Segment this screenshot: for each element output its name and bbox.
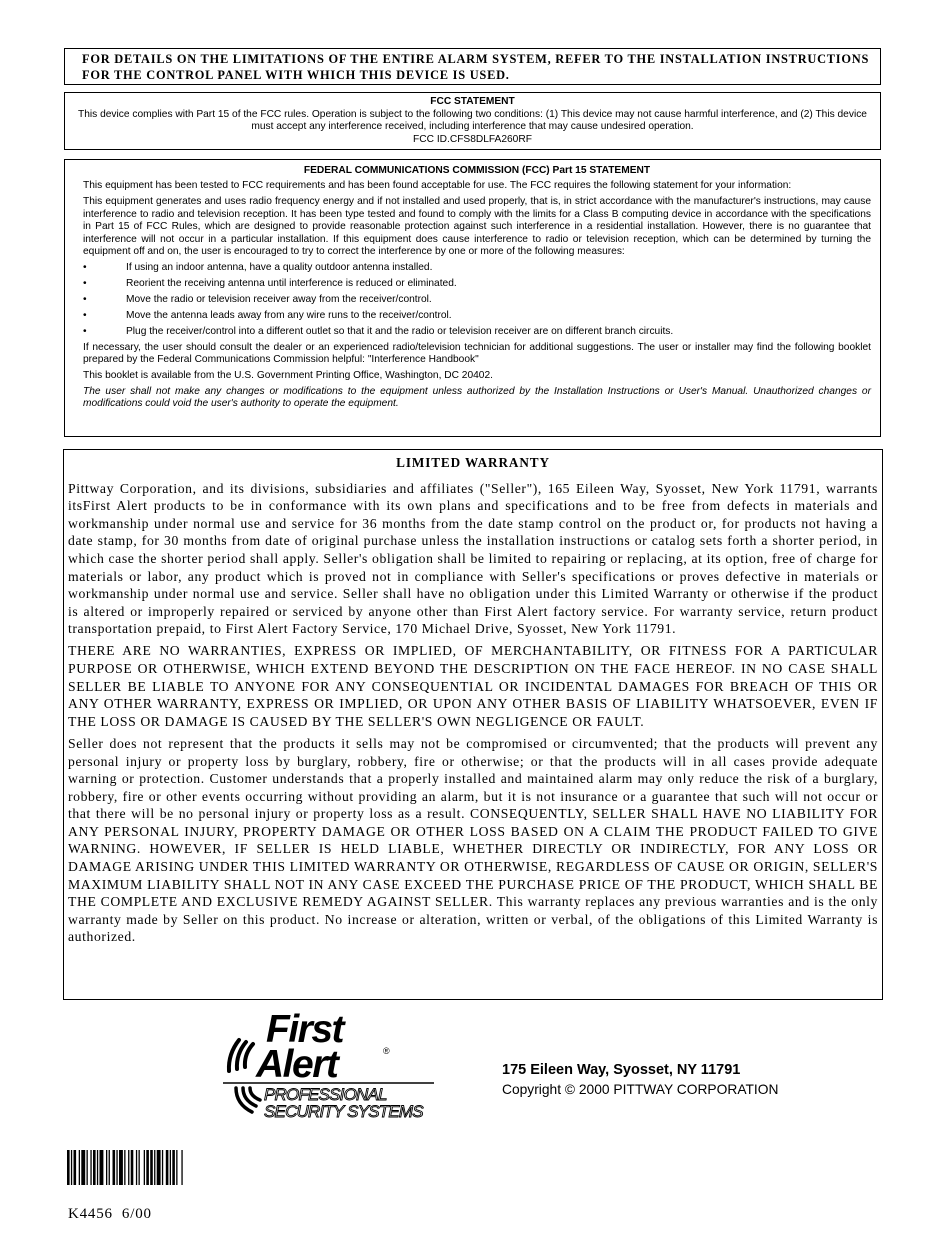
barcode-bar: [176, 1150, 177, 1185]
measure-text: Reorient the receiving antenna until interference is reduced or eliminated.: [126, 277, 457, 289]
fcc-part15-intro: This equipment has been tested to FCC requirements and has been found acceptable for use. The FCC requires the following statement for your information:: [83, 180, 792, 192]
warranty-title: LIMITED WARRANTY: [396, 455, 550, 470]
barcode-bar: [81, 1150, 85, 1185]
fcc-part15-consult: If necessary, the user should consult the dealer or an experienced radio/television technician for additional suggestions. The user or installer may find the following booklet prepared by the Federal Communications Commission helpful: "Interference Handbook": [83, 341, 871, 366]
logo-professional: PROFESSIONAL: [264, 1085, 387, 1104]
barcode-bar: [100, 1150, 104, 1185]
barcode-bar: [128, 1150, 129, 1185]
barcode-bar: [162, 1150, 163, 1185]
barcode-bar: [172, 1150, 175, 1185]
barcode-bar: [157, 1150, 161, 1185]
limitations-notice-box: [64, 48, 881, 85]
warranty-paragraph-3: Seller does not represent that the products it sells may not be compromised or circumvented; that the products will prevent any personal injury or property loss by burglary, robbery, fire or otherwise; or that the products will in all cases provide adequate warning or protection. Customer understands that a properly installed and maintained alarm may only reduce the risk of a burglary, robbery, fire or other events occurring without providing an alarm, but it is not insurance or a guarantee that such will not occur or that there will be no personal injury or property loss as a result. CONSEQUENTLY, SELLER SHALL HAVE NO LIABILITY FOR ANY PERSONAL INJURY, PROPERTY DAMAGE OR OTHER LOSS BASED ON A CLAIM THE PRODUCT FAILED TO GIVE WARNING. HOWEVER, IF SELLER IS HELD LIABLE, WHETHER DIRECTLY OR INDIRECTLY, FOR ANY LOSS OR DAMAGE ARISING UNDER THIS LIMITED WARRANTY OR OTHERWISE, REGARDLESS OF CAUSE OR ORIGIN, SELLER'S MAXIMUM LIABILITY SHALL NOT IN ANY CASE EXCEED THE PURCHASE PRICE OF THE PRODUCT, WHICH SHALL BE THE COMPLETE AND EXCLUSIVE REMEDY AGAINST SELLER. This warranty replaces any previous warranties and is the only warranty made by Seller on this product. No increase or alteration, written or verbal, of the obligations of this Limited Warranty is authorized.: [68, 735, 878, 945]
bullet-icon: •: [83, 309, 87, 321]
fcc-part15-warning: The user shall not make any changes or modifications to the equipment unless authorized by the Installation Instructions or User's Manual. Unauthorized changes or modifications could void the user's authority to operate the equipment.: [83, 386, 871, 410]
barcode-bar: [146, 1150, 149, 1185]
warranty-paragraph-2: THERE ARE NO WARRANTIES, EXPRESS OR IMPLIED, OF MERCHANTABILITY, OR FITNESS FOR A PARTICULAR PURPOSE OR OTHERWISE, WHICH EXTEND BEYOND THE DESCRIPTION ON THE FACE HEREOF. IN NO CASE SHALL SELLER BE LIABLE TO ANYONE FOR ANY CONSEQUENTIAL OR INCIDENTAL DAMAGES FOR BREACH OF THIS OR ANY OTHER WARRANTY, EXPRESS OR IMPLIED, OR UPON ANY OTHER BASIS OF LIABILITY WHATSOEVER, EVEN IF THE LOSS OR DAMAGE IS CAUSED BY THE SELLER'S OWN NEGLIGENCE OR FAULT.: [68, 643, 878, 729]
fcc-statement-title: FCC STATEMENT: [430, 96, 515, 107]
barcode-bar: [90, 1150, 91, 1185]
bullet-icon: •: [83, 325, 87, 337]
measure-item: [83, 326, 871, 338]
barcode-bar: [74, 1150, 77, 1185]
barcode-bar: [181, 1150, 182, 1185]
measure-item: [83, 310, 871, 322]
barcode-bar: [67, 1150, 70, 1185]
fcc-statement-body: This device complies with Part 15 of the FCC rules. Operation is subject to the following two conditions: (1) This device may not cause harmful interference, and (2) This device must accept any interference received, including interference that may cause undesired operation.: [78, 108, 867, 132]
logo-alert: Alert: [256, 1043, 338, 1086]
logo-swoosh-icon: [236, 1088, 260, 1112]
barcode-bar: [71, 1150, 72, 1185]
barcode-bar: [106, 1150, 107, 1185]
fcc-part15-box: [64, 159, 881, 437]
logo-wave-icon: [229, 1040, 253, 1071]
logo-registered: ®: [383, 1046, 390, 1056]
company-address: 175 Eileen Way, Syosset, NY 11791: [502, 1062, 741, 1078]
barcode-bar: [79, 1150, 80, 1185]
bullet-icon: •: [83, 261, 87, 273]
measures-list: [83, 262, 871, 338]
first-alert-logo: [222, 1012, 446, 1120]
barcode-icon: [67, 1150, 237, 1185]
barcode-bar: [119, 1150, 123, 1185]
barcode-bar: [170, 1150, 171, 1185]
logo-security-systems: SECURITY SYSTEMS: [264, 1102, 423, 1120]
copyright-text: Copyright © 2000 PITTWAY CORPORATION: [502, 1082, 779, 1097]
logo-first: First: [266, 1012, 344, 1051]
part-number: K4456 6/00: [68, 1206, 152, 1222]
measure-text: Move the radio or television receiver away from the receiver/control.: [126, 293, 432, 305]
barcode-bar: [124, 1150, 125, 1185]
measure-item: [83, 262, 871, 274]
barcode-bar: [87, 1150, 88, 1185]
company-address-block: [502, 1061, 778, 1099]
barcode-bar: [109, 1150, 110, 1185]
measure-text: Plug the receiver/control into a different outlet so that it and the radio or television receiver are on different branch circuits.: [126, 325, 674, 337]
barcode-bar: [150, 1150, 153, 1185]
barcode-bar: [154, 1150, 155, 1185]
fcc-part15-title: FEDERAL COMMUNICATIONS COMMISSION (FCC) Part 15 STATEMENT: [303, 165, 651, 176]
fcc-statement-box: [64, 92, 881, 150]
bullet-icon: •: [83, 293, 87, 305]
barcode-bar: [139, 1150, 140, 1185]
fcc-part15-body: This equipment generates and uses radio frequency energy and if not installed and used properly, that is, in strict accordance with the manufacturer's instructions, may cause interference to radio and television reception. It has been type tested and found to comply with the limits for a Class B computing device in accordance with the specifications in Part 15 of FCC Rules, which are designed to provide reasonable protection against such interference in a residential installation. However, there is no guarantee that interference will not occur in a particular installation. If this equipment does cause interference to radio or television reception, which can be determined by turning the equipment off and on, the user is encouraged to try to correct the interference by one or more of the following measures:: [83, 196, 871, 257]
barcode-bar: [93, 1150, 96, 1185]
measure-text: If using an indoor antenna, have a quality outdoor antenna installed.: [126, 261, 433, 273]
barcode-bar: [131, 1150, 134, 1185]
measure-text: Move the antenna leads away from any wire runs to the receiver/control.: [126, 309, 452, 321]
barcode-bar: [166, 1150, 169, 1185]
measure-item: [83, 294, 871, 306]
fcc-part15-booklet: This booklet is available from the U.S. Government Printing Office, Washington, DC 20402.: [83, 370, 493, 382]
barcode-bar: [97, 1150, 98, 1185]
limitations-notice: FOR DETAILS ON THE LIMITATIONS OF THE ENTIRE ALARM SYSTEM, REFER TO THE INSTALLATION INSTRUCTIONS FOR THE CONTROL PANEL WITH WHICH THIS DEVICE IS USED.: [82, 52, 870, 82]
barcode-bar: [116, 1150, 117, 1185]
warranty-box: [63, 449, 883, 1000]
fcc-id: FCC ID.CFS8DLFA260RF: [413, 133, 532, 145]
barcode-bar: [144, 1150, 145, 1185]
barcode-bar: [113, 1150, 116, 1185]
barcode-bar: [136, 1150, 137, 1185]
measure-item: [83, 278, 871, 290]
warranty-paragraph-1: Pittway Corporation, and its divisions, subsidiaries and affiliates ("Seller"), 165 Eileen Way, Syosset, New York 11791, warrants itsFirst Alert products to be in conformance with its own plans and specifications and to be free from defects in materials and workmanship under normal use and service for 36 months from the date stamp control on the product or, for products not having a date stamp, for 30 months from date of original purchase unless the installation instructions or catalog sets forth a shorter period, in which case the shorter period shall apply. Seller's obligation shall be limited to repairing or replacing, at its option, free of charge for materials or labor, any product which is proved not in compliance with Seller's specifications or proves defective in materials or workmanship under normal use and service. Seller shall have no obligation under this Limited Warranty or otherwise if the product is altered or improperly repaired or serviced by anyone other than First Alert factory service. For warranty service, return product transportation prepaid, to First Alert Factory Service, 170 Michael Drive, Syosset, New York 11791.: [68, 480, 878, 637]
bullet-icon: •: [83, 277, 87, 289]
